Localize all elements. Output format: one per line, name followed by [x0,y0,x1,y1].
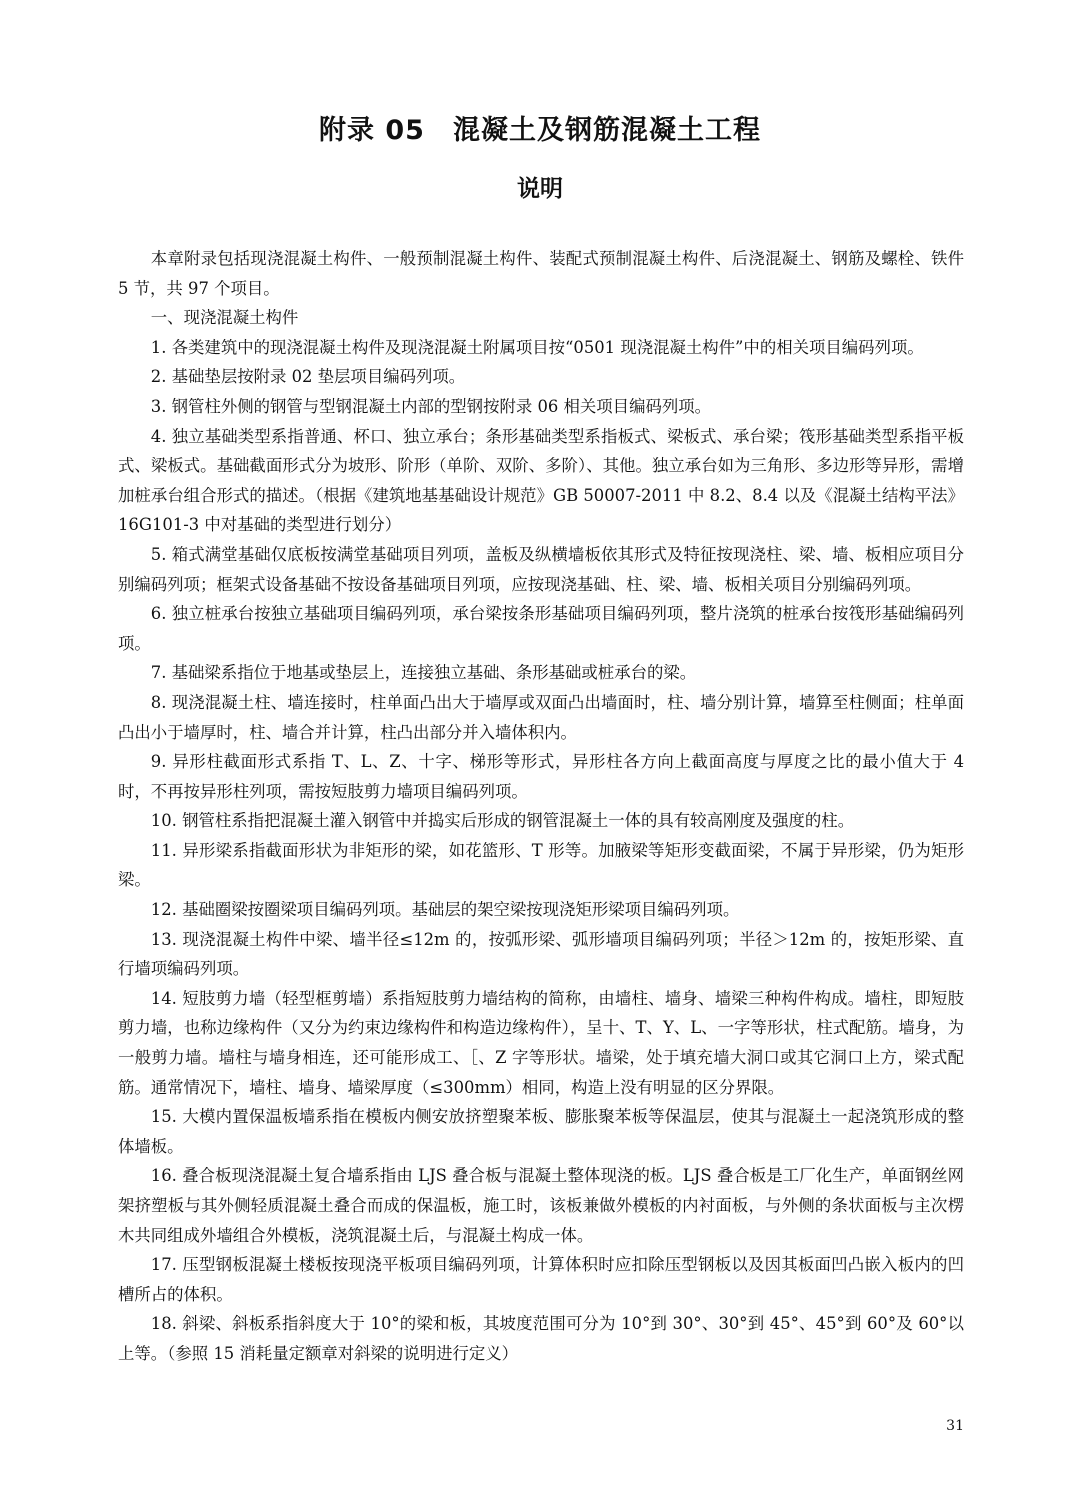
clause-8: 8. 现浇混凝土柱、墙连接时，柱单面凸出大于墙厚或双面凸出墙面时，柱、墙分别计算，墙算至柱侧面；柱单面凸出小于墙厚时，柱、墙合并计算，柱凸出部分并入墙体积内。 [118,692,964,742]
clause-12: 12. 基础圈梁按圈梁项目编码列项。基础层的架空梁按现浇矩形梁项目编码列项。 [150,900,740,920]
clause-5: 5. 箱式满堂基础仅底板按满堂基础项目列项，盖板及纵横墙板依其形式及特征按现浇柱、梁、墙、板相应项目分别编码列项；框架式设备基础不按设备基础项目列项，应按现浇基础、柱、梁、墙、板相关项目分别编码列项。 [118,544,964,594]
page-title: 附录 05 混凝土及钢筋混凝土工程 [319,115,761,146]
body-text [118,244,964,1369]
page-number: 31 [946,1418,964,1434]
clause-2: 2. 基础垫层按附录 02 垫层项目编码列项。 [150,367,466,387]
clause-9: 9. 异形柱截面形式系指 T、L、Z、十字、梯形等形式，异形柱各方向上截面高度与厚度之比的最小值大于 4 时，不再按异形柱列项，需按短肢剪力墙项目编码列项。 [118,752,964,801]
clause-11: 11. 异形梁系指截面形状为非矩形的梁，如花篮形、T 形等。加腋梁等矩形变截面梁，不属于异形梁，仍为矩形梁。 [118,840,964,890]
clause-18: 18. 斜梁、斜板系指斜度大于 10°的梁和板，其坡度范围可分为 10°到 30°、30°到 45°、45°到 60°及 60°以上等。（参照 15 消耗量定额章对斜梁的说明进行定义） [118,1314,964,1363]
clause-13: 13. 现浇混凝土构件中梁、墙半径≤12m 的，按弧形梁、弧形墙项目编码列项；半径＞12m 的，按矩形梁、直行墙项编码列项。 [118,929,964,979]
clause-6: 6. 独立桩承台按独立基础项目编码列项，承台梁按条形基础项目编码列项，整片浇筑的桩承台按筏形基础编码列项。 [118,604,964,653]
clause-16: 16. 叠合板现浇混凝土复合墙系指由 LJS 叠合板与混凝土整体现浇的板。LJS 叠合板是工厂化生产，单面钢丝网架挤塑板与其外侧轻质混凝土叠合而成的保温板，施工时，该板兼做外模板的内衬面板，与外侧的条状面板与主次楞木共同组成外墙组合外模板，浇筑混凝土后，与混凝土构成一体。 [118,1166,964,1245]
section-subtitle: 说明 [517,176,563,202]
intro-paragraph: 本章附录包括现浇混凝土构件、一般预制混凝土构件、装配式预制混凝土构件、后浇混凝土、钢筋及螺栓、铁件 5 节，共 97 个项目。 [118,249,964,298]
clause-3: 3. 钢管柱外侧的钢管与型钢混凝土内部的型钢按附录 06 相关项目编码列项。 [150,396,712,416]
section-heading: 一、现浇混凝土构件 [150,308,299,328]
clause-7: 7. 基础梁系指位于地基或垫层上，连接独立基础、条形基础或桩承台的梁。 [150,663,697,683]
clause-14: 14. 短肢剪力墙（轻型框剪墙）系指短肢剪力墙结构的简称，由墙柱、墙身、墙梁三种构件构成。墙柱，即短肢剪力墙，也称边缘构件（又分为约束边缘构件和构造边缘构件），呈十、T、Y、L、一字等形状，柱式配筋。墙身，为一般剪力墙。墙柱与墙身相连，还可能形成工、［、Z 字等形状。墙梁，处于填充墙大洞口或其它洞口上方，梁式配筋。通常情况下，墙柱、墙身、墙梁厚度（≤300mm）相同，构造上没有明显的区分界限。 [118,988,964,1097]
clause-10: 10. 钢管柱系指把混凝土灌入钢管中并捣实后形成的钢管混凝土一体的具有较高刚度及强度的柱。 [150,811,855,831]
clause-4: 4. 独立基础类型系指普通、杯口、独立承台；条形基础类型系指板式、梁板式、承台梁；筏形基础类型系指平板式、梁板式。基础截面形式分为坡形、阶形（单阶、双阶、多阶）、其他。独立承台如为三角形、多边形等异形，需增加桩承台组合形式的描述。（根据《建筑地基基础设计规范》GB 50007-2011 中 8.2、8.4 以及《混凝土结构平法》16G101-3 中对基础的类型进行划分） [118,426,964,535]
clause-15: 15. 大模内置保温板墙系指在模板内侧安放挤塑聚苯板、膨胀聚苯板等保温层，使其与混凝土一起浇筑形成的整体墙板。 [118,1107,964,1156]
clause-17: 17. 压型钢板混凝土楼板按现浇平板项目编码列项，计算体积时应扣除压型钢板以及因其板面凹凸嵌入板内的凹槽所占的体积。 [118,1255,964,1304]
clause-1: 1. 各类建筑中的现浇混凝土构件及现浇混凝土附属项目按“0501 现浇混凝土构件”中的相关项目编码列项。 [150,337,924,357]
